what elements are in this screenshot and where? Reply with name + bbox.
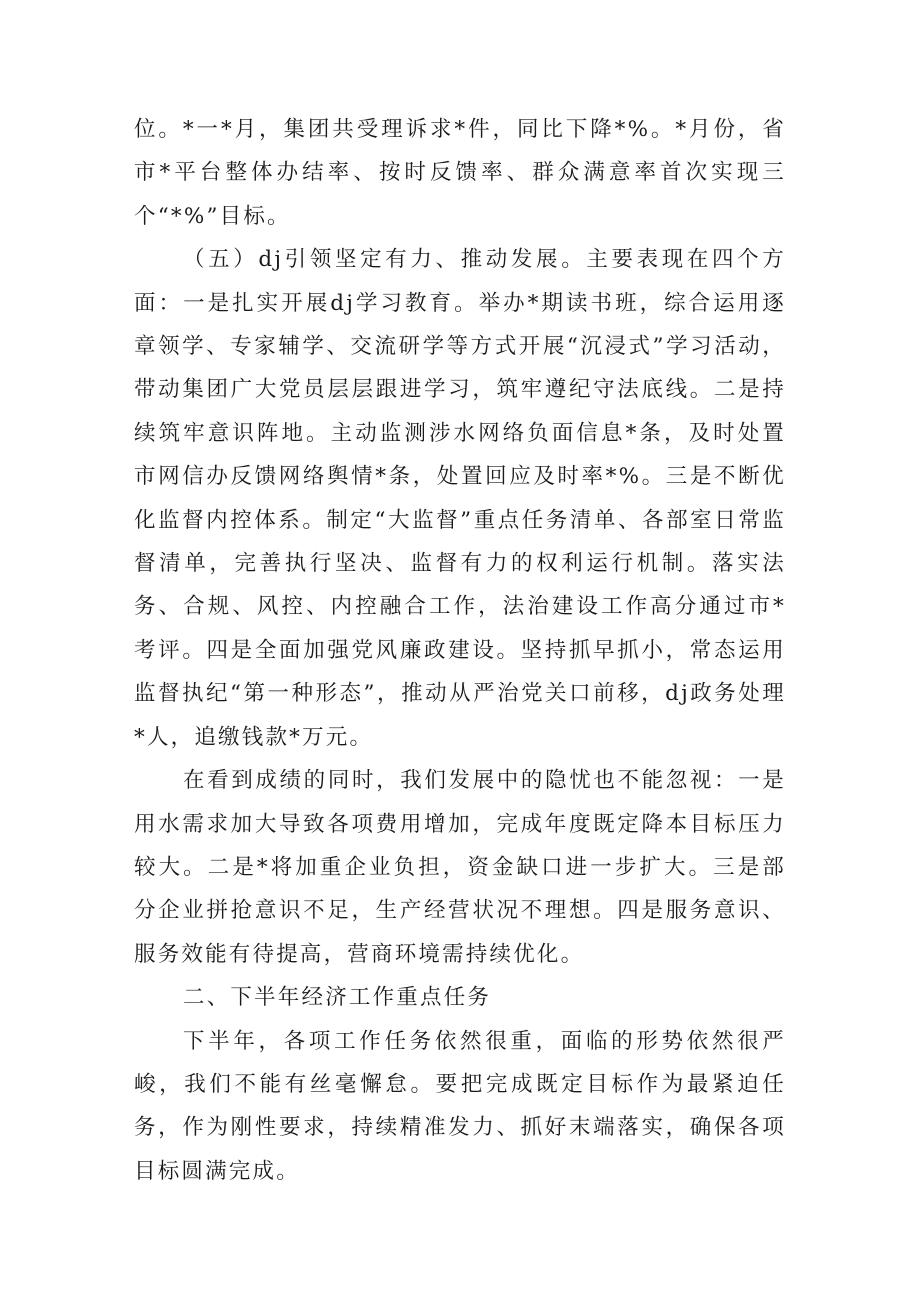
paragraph-second-half: 下半年，各项工作任务依然很重，面临的形势依然很严峻，我们不能有丝毫懈怠。要把完成既定目标作为最紧迫任务，作为刚性要求，持续精准发力、抓好末端落实，确保各项目标圆满完成。	[134, 1028, 786, 1184]
paragraph-continuation: 位。*一*月，集团共受理诉求*件，同比下降*%。*月份，省市*平台整体办结率、按时反馈率、群众满意率首次实现三个“*%”目标。	[134, 117, 786, 229]
section-heading: 二、下半年经济工作重点任务	[183, 985, 492, 1011]
document-body	[134, 108, 786, 1193]
paragraph-party-leadership: （五）dj引领坚定有力、推动发展。主要表现在四个方面：一是扎实开展dj学习教育。举办*期读书班，综合运用逐章领学、专家辅学、交流研学等方式开展“沉浸式”学习活动，带动集团广大党员层层跟进学习，筑牢遵纪守法底线。二是持续筑牢意识阵地。主动监测涉水网络负面信息*条，及时处置市网信办反馈网络舆情*条，处置回应及时率*%。三是不断优化监督内控体系。制定“大监督”重点任务清单、各部室日常监督清单，完善执行坚决、监督有力的权利运行机制。落实法务、合规、风控、内控融合工作，法治建设工作高分通过市*考评。四是全面加强党风廉政建设。坚持抓早抓小，常态运用监督执纪“第一种形态”，推动从严治党关口前移，dj政务处理*人，追缴钱款*万元。	[134, 247, 786, 750]
paragraph-concerns: 在看到成绩的同时，我们发展中的隐忧也不能忽视：一是用水需求加大导致各项费用增加，完成年度既定降本目标压力较大。二是*将加重企业负担，资金缺口进一步扩大。三是部分企业拼抢意识不足，生产经营状况不理想。四是服务意识、服务效能有待提高，营商环境需持续优化。	[134, 768, 786, 967]
